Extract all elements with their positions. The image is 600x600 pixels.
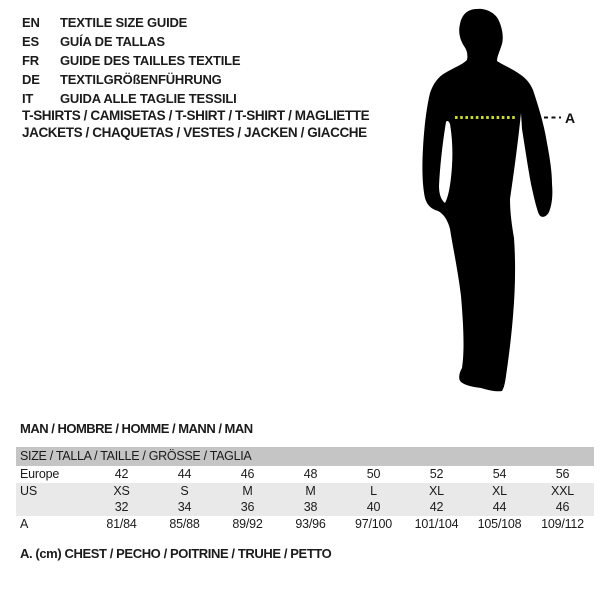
table-cell: 48 bbox=[303, 467, 318, 481]
table-cell: 93/96 bbox=[295, 516, 326, 531]
language-label: TEXTILE SIZE GUIDE bbox=[60, 15, 188, 30]
table-row-europe bbox=[16, 466, 594, 483]
language-row-es bbox=[22, 32, 240, 51]
language-code: DE bbox=[22, 72, 40, 87]
table-cell: S bbox=[180, 483, 189, 498]
row-label bbox=[16, 499, 90, 516]
table-cell: 44 bbox=[492, 500, 507, 514]
table-cell: 97/100 bbox=[354, 516, 393, 531]
man-silhouette-figure bbox=[405, 0, 580, 400]
language-label: GUÍA DE TALLAS bbox=[60, 34, 165, 49]
table-cell: 38 bbox=[303, 500, 318, 514]
table-cell: 50 bbox=[366, 467, 381, 481]
size-table bbox=[16, 447, 594, 532]
table-cell: M bbox=[242, 483, 253, 498]
language-row-fr bbox=[22, 51, 240, 70]
table-cell: XXL bbox=[550, 483, 575, 498]
language-row-it bbox=[22, 89, 240, 108]
table-cell: 81/84 bbox=[106, 516, 137, 531]
language-code: EN bbox=[22, 15, 40, 30]
table-cell: 32 bbox=[114, 500, 129, 514]
table-row-numeric bbox=[16, 499, 594, 516]
table-cell: 89/92 bbox=[232, 516, 263, 531]
table-cell: 54 bbox=[492, 467, 507, 481]
row-label: A bbox=[20, 516, 29, 531]
table-cell: 42 bbox=[429, 500, 444, 514]
product-categories bbox=[22, 108, 369, 141]
table-cell: 46 bbox=[555, 500, 570, 514]
table-cell: XL bbox=[429, 483, 444, 498]
table-row-chest-a bbox=[16, 516, 594, 533]
table-cell: 109/112 bbox=[541, 516, 584, 531]
product-line-tshirts: T-SHIRTS / CAMISETAS / T-SHIRT / T-SHIRT / MAGLIETTE bbox=[22, 108, 370, 123]
product-line-jackets: JACKETS / CHAQUETAS / VESTES / JACKEN / GIACCHE bbox=[22, 124, 367, 140]
table-cell: 52 bbox=[429, 467, 444, 481]
language-code: IT bbox=[22, 91, 34, 106]
row-label: Europe bbox=[20, 467, 60, 481]
table-cell: XS bbox=[113, 483, 130, 498]
language-label: GUIDA ALLE TAGLIE TESSILI bbox=[60, 91, 237, 106]
language-code: FR bbox=[22, 53, 39, 68]
row-label: US bbox=[20, 483, 37, 498]
size-table-header: SIZE / TALLA / TAILLE / GRÖSSE / TAGLIA bbox=[16, 447, 594, 466]
measure-a-label: A bbox=[565, 110, 576, 126]
language-label: GUIDE DES TAILLES TEXTILE bbox=[60, 53, 241, 68]
language-code: ES bbox=[22, 34, 39, 49]
chest-measure-footnote: A. (cm) CHEST / PECHO / POITRINE / TRUHE / PETTO bbox=[20, 546, 332, 561]
table-cell: 105/108 bbox=[477, 516, 522, 531]
language-row-en bbox=[22, 13, 240, 32]
figure-wrap bbox=[405, 0, 580, 400]
table-cell: 36 bbox=[240, 500, 255, 514]
man-silhouette bbox=[422, 9, 552, 391]
table-row-us bbox=[16, 483, 594, 500]
table-cell: 34 bbox=[177, 500, 192, 514]
table-cell: XL bbox=[492, 483, 507, 498]
language-row-de bbox=[22, 70, 240, 89]
table-cell: 44 bbox=[177, 467, 192, 481]
table-cell: L bbox=[370, 483, 377, 498]
table-cell: 101/104 bbox=[414, 516, 459, 531]
table-cell: 40 bbox=[366, 500, 381, 514]
table-cell: 56 bbox=[555, 467, 570, 481]
language-label: TEXTILGRÖßENFÜHRUNG bbox=[60, 72, 222, 87]
table-cell: M bbox=[305, 483, 316, 498]
language-list bbox=[22, 13, 240, 108]
table-cell: 85/88 bbox=[169, 516, 200, 531]
table-cell: 42 bbox=[114, 467, 129, 481]
table-cell: 46 bbox=[240, 467, 255, 481]
gender-heading: MAN / HOMBRE / HOMME / MANN / MAN bbox=[20, 421, 253, 436]
